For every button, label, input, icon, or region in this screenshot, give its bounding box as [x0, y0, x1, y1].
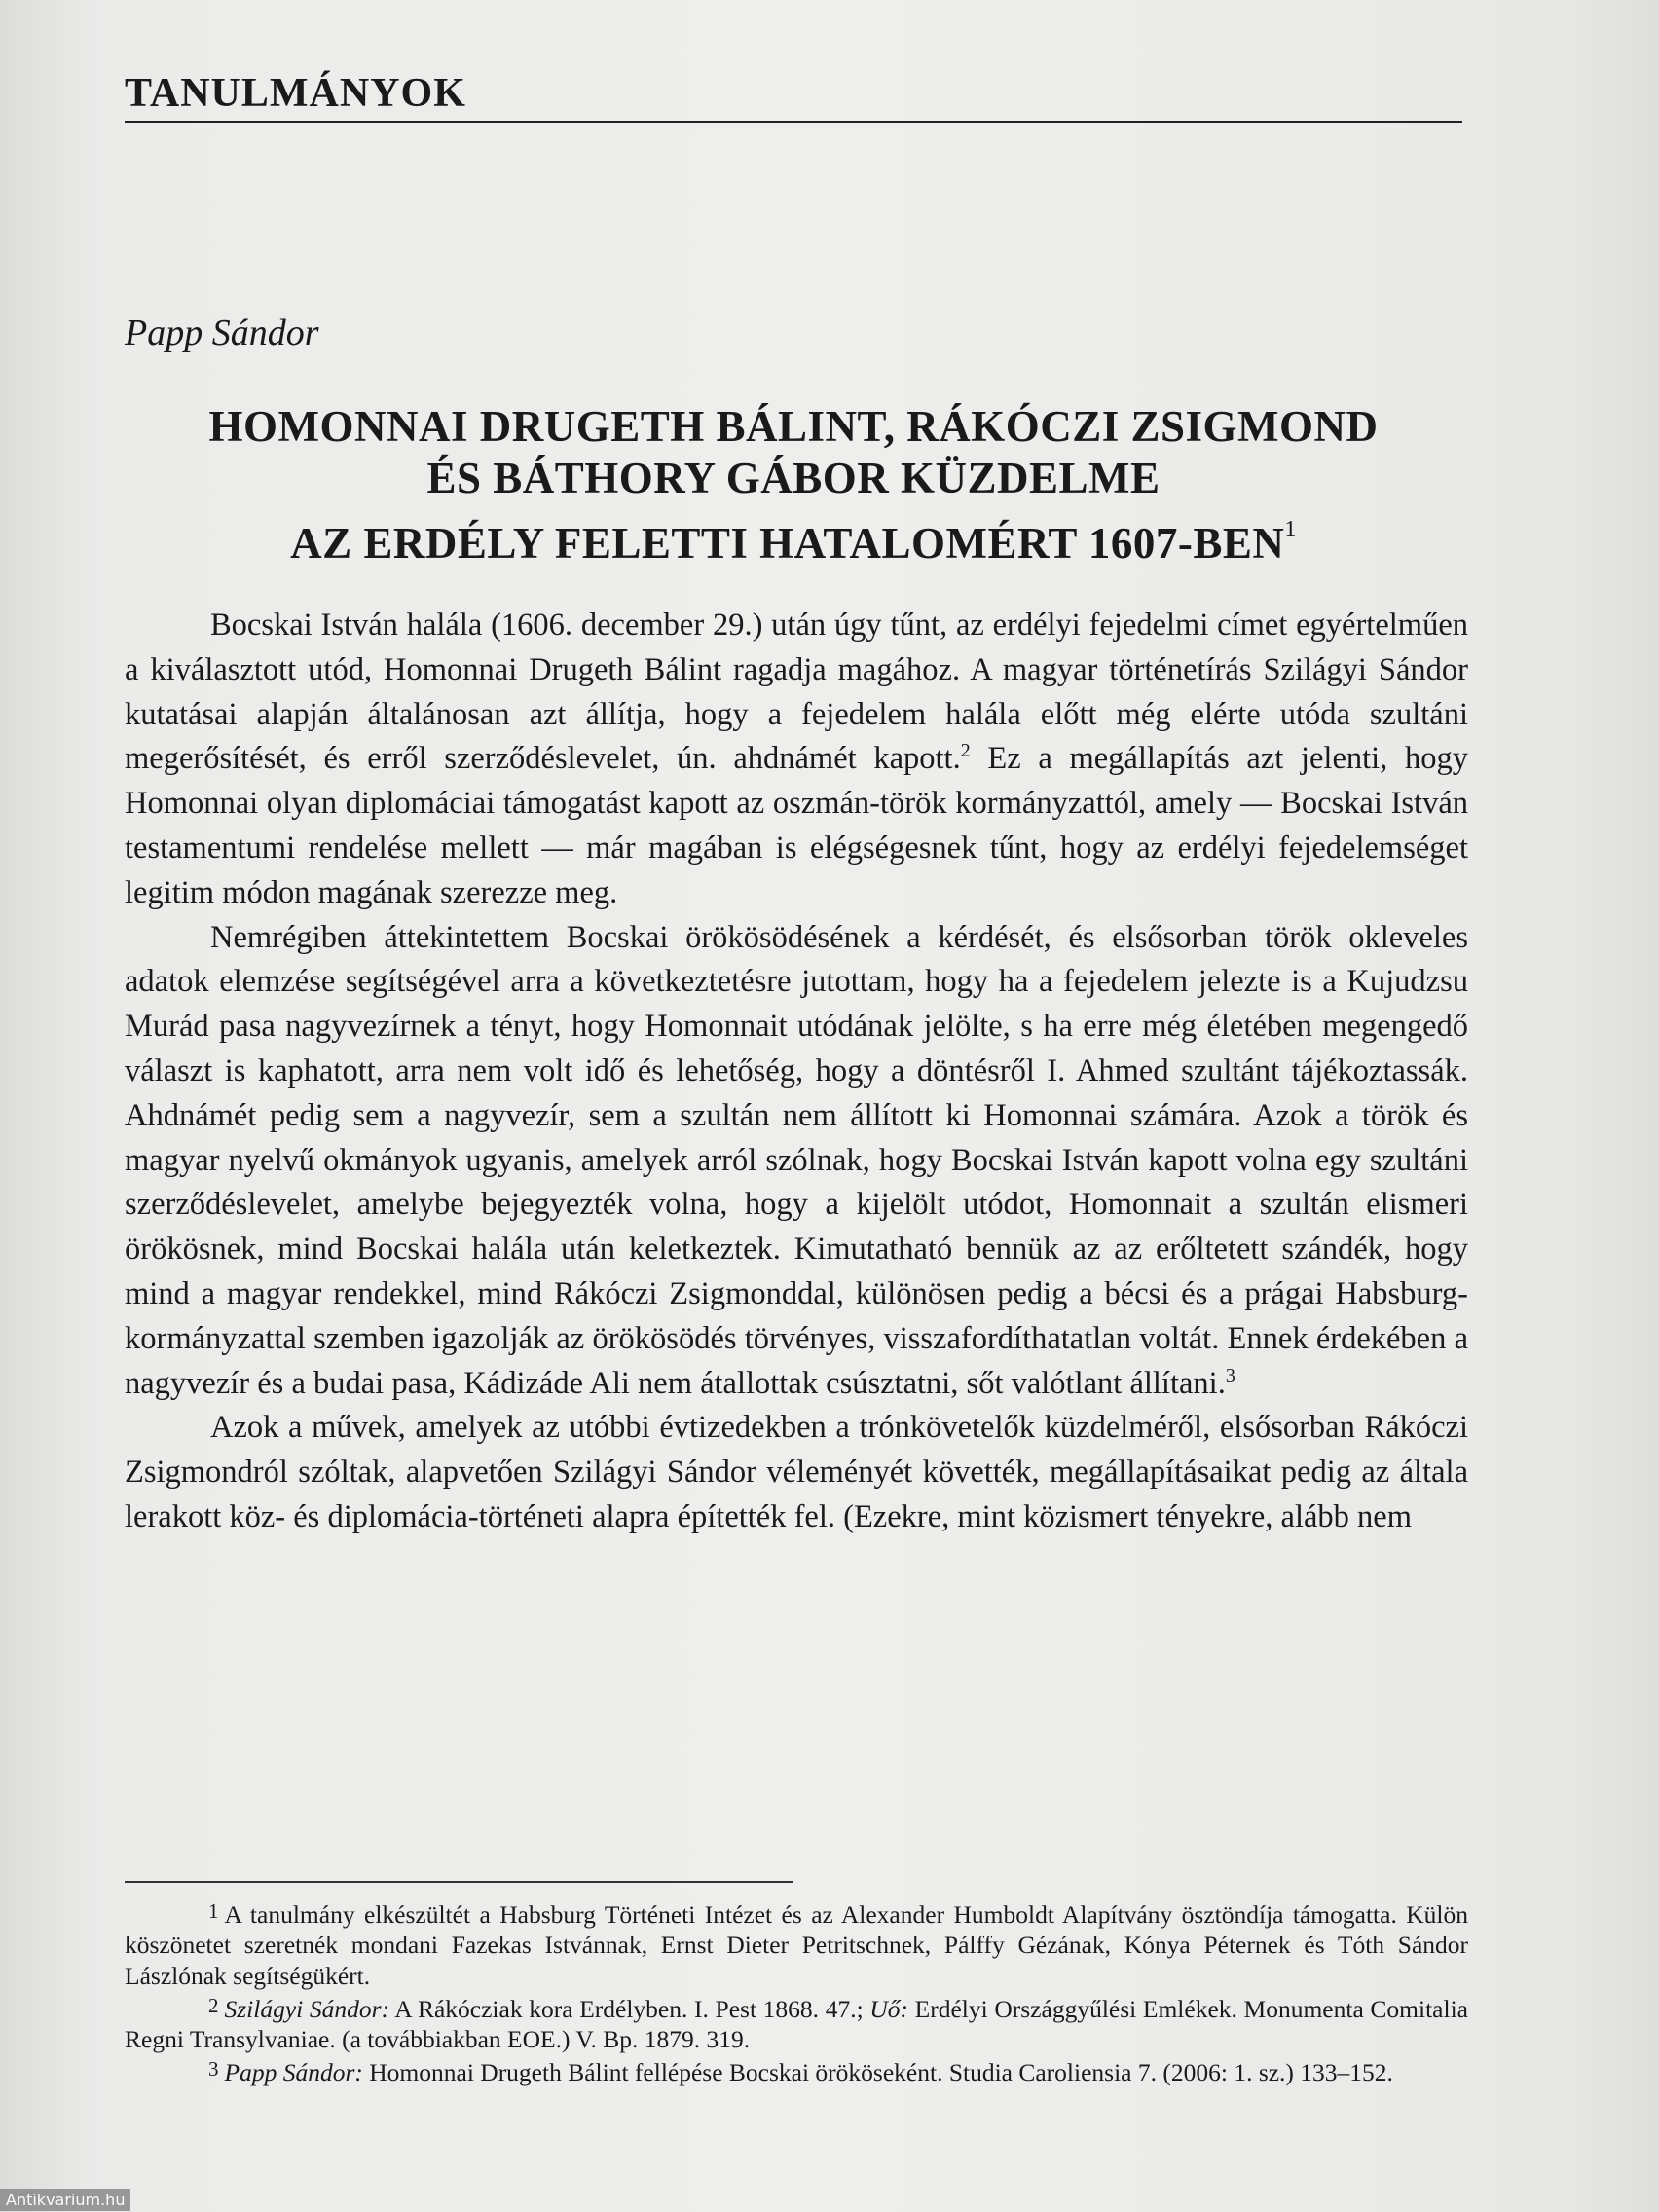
footnote-author: Uő: — [869, 1994, 908, 2023]
title-line: HOMONNAI DRUGETH BÁLINT, RÁKÓCZI ZSIGMOND — [208, 402, 1379, 451]
article-body — [125, 604, 1468, 1540]
author-name: Papp Sándor — [125, 313, 319, 353]
footnote-text: Homonnai Drugeth Bálint fellépése Bocskai örököseként. Studia Caroliensia 7. (2006: 1. sz.) 133–152. — [362, 2058, 1393, 2087]
footnote-author: Papp Sándor: — [224, 2058, 363, 2087]
footnote-number: 3 — [208, 2057, 219, 2082]
paragraph-text: Ez a megállapítás azt jelenti, hogy Homonnai olyan diplomáciai támogatást kapott az oszmán-török kormányzattól, amely — Bocskai István testamentumi rendelése mellett — már magában is elégségesnek tűnt, hogy az erdélyi fejedelemséget legitim módon magának szerezze meg. — [125, 741, 1468, 910]
paragraph-text: Bocskai István halála (1606. december 29.) után úgy tűnt, az erdélyi fejedelmi címet egyértelműen a kiválasztott utód, Homonnai Drugeth Bálint ragadja magához. A magyar történetírás Szilágyi Sándor kutatásai alapján általánosan azt állítja, hogy a fejedelem halála előtt még elérte utóda szultáni megerősítését, és erről szerződéslevelet, ún. ahdnámét kapott. — [125, 608, 1468, 777]
paragraph — [125, 1406, 1468, 1539]
footnote-separator — [125, 1881, 793, 1883]
footnote-ref: 3 — [1225, 1364, 1235, 1386]
paragraph — [125, 604, 1468, 916]
footnote-author: Szilágyi Sándor: — [224, 1994, 390, 2023]
footnote — [125, 2054, 1468, 2087]
footnotes — [125, 1897, 1468, 2088]
footnote-text: A Rákócziak kora Erdélyben. I. Pest 1868. 47.; — [389, 1994, 870, 2023]
title-line-text: AZ ERDÉLY FELETTI HATALOMÉRT 1607-BEN — [290, 519, 1285, 568]
running-head-label: TANULMÁNYOK — [125, 71, 466, 116]
running-head — [125, 70, 1462, 123]
footnote-text: A tanulmány elkészültét a Habsburg Történeti Intézet és az Alexander Humboldt Alapítvány ösztöndíja támogatta. Külön köszönetet szeretnék mondani Fazekas Istvánnak, Ernst Dieter Petritschnek, Pálffy Gézának, Kónya Péternek és Tóth Sándor Lászlónak segítségükért. — [125, 1900, 1468, 1990]
title-footnote-ref: 1 — [1284, 517, 1297, 542]
footnote-number: 1 — [208, 1899, 219, 1923]
footnote-text: Erdélyi Országgyűlési Emlékek. Monumenta Comitalia Regni Transylvaniae. (a továbbiakban EOE.) V. Bp. 1879. 319. — [125, 1994, 1468, 2054]
title-line: ÉS BÁTHORY GÁBOR KÜZDELME — [426, 454, 1161, 502]
footnote — [125, 1897, 1468, 1991]
article-title — [125, 401, 1462, 570]
paragraph-text: Azok a művek, amelyek az utóbbi évtizedekben a trónkövetelők küzdelméről, elsősorban Rákóczi Zsigmondról szóltak, alapvetően Szilágyi Sándor véleményét követték, megállapításaikat pedig az általa lerakott köz- és diplomácia-történeti alapra építették fel. (Ezekre, mint közismert tényekre, alább nem — [125, 1410, 1468, 1534]
footnote — [125, 1991, 1468, 2055]
footnote-number: 2 — [208, 1993, 219, 2017]
footnote-ref: 2 — [960, 740, 971, 762]
watermark: Antikvarium.hu — [0, 2189, 130, 2211]
title-line — [125, 504, 1462, 570]
paragraph — [125, 916, 1468, 1407]
paragraph-text: Nemrégiben áttekintettem Bocskai örökösödésének a kérdését, és elsősorban török okleveles adatok elemzése segítségével arra a következtetésre jutottam, hogy ha a fejedelem jelezte is a Kujudzsu Murád pasa nagyvezírnek a tényt, hogy Homonnait utódának jelölte, s ha erre még életében megengedő választ is kaphatott, arra nem volt idő és lehetőség, hogy a döntésről I. Ahmed szultánt tájékoztassák. Ahdnámét pedig sem a nagyvezír, sem a szultán nem állított ki Homonnai számára. Azok a török és magyar nyelvű okmányok ugyanis, amelyek arról szólnak, hogy Bocskai István kapott volna egy szultáni szerződéslevelet, amelybe bejegyezték volna, hogy a kijelölt utódot, Homonnait a szultán elismeri örökösnek, mind Bocskai halála után keletkeztek. Kimutatható bennük az az erőltetett szándék, hogy mind a magyar rendekkel, mind Rákóczi Zsigmonddal, különösen pedig a bécsi és a prágai Habsburg-kormányzattal szemben igazolják az örökösödés törvényes, visszafordíthatatlan voltát. Ennek érdekében a nagyvezír és a budai pasa, Kádizáde Ali nem átallottak csúsztatni, sőt valótlant állítani. — [125, 919, 1468, 1401]
